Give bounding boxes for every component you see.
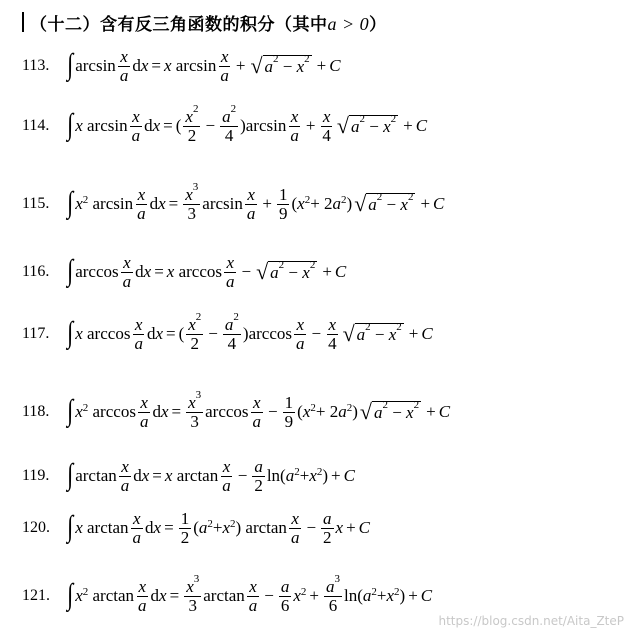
section-header bbox=[22, 11, 387, 33]
formula-113: ∫ arcsin $\frac{x}{a}$ d x = x arcsin $\frac{x}{a}$ + √ $a^2 - x^2$ + C bbox=[67, 47, 341, 85]
formula-115: ∫ x $^2$ arcsin $\frac{x}{a}$ d x = $\frac{x^3}{3}$ arcsin $\frac{x}{a}$ + $\frac{1}{9}$ ( x $^2$ + 2 a $^2$ ) √ $a^2 - x^2$ + C bbox=[67, 181, 445, 223]
formula-number: 120. bbox=[22, 519, 50, 537]
formula-number: 113. bbox=[22, 57, 50, 75]
formula-119: ∫ arctan $\frac{x}{a}$ d x = x arctan $\frac{x}{a}$ − $\frac{a}{2}$ ln( a $^2$ + x $^2$ ) + C bbox=[67, 457, 355, 495]
formula-116: ∫ arccos $\frac{x}{a}$ d x = x arccos $\frac{x}{a}$ − √ $a^2 - x^2$ + C bbox=[67, 253, 347, 291]
formula-114: ∫ x arcsin $\frac{x}{a}$ d x = ( $\frac{x^2}{2}$ − $\frac{a^2}{4}$ ) arcsin $\frac{x}{a}$ + $\frac{x}{4}$ √ $a^2 - x^2$ + C bbox=[67, 103, 428, 145]
formula-121: ∫ x $^2$ arctan $\frac{x}{a}$ d x = $\frac{x^3}{3}$ arctan $\frac{x}{a}$ − $\frac{a}{6}$ x $^2$ + $\frac{a^3}{6}$ ln( a $^2$ + x $^2$ ) + C bbox=[67, 573, 433, 615]
section-title-text: （十二）含有反三角函数的积分（其中 bbox=[30, 14, 328, 35]
formula-number: 121. bbox=[22, 587, 50, 605]
formula-row-118 bbox=[22, 389, 451, 431]
formula-number: 115. bbox=[22, 195, 50, 213]
formula-row-121 bbox=[22, 573, 433, 615]
formula-number: 117. bbox=[22, 325, 50, 343]
formula-row-117 bbox=[22, 311, 433, 353]
formula-120: ∫ x arctan $\frac{x}{a}$ d x = $\frac{1}{2}$ ( a $^2$ + x $^2$ ) arctan $\frac{x}{a}$ − $\frac{a}{2}$ x + C bbox=[67, 509, 371, 547]
formula-118: ∫ x $^2$ arccos $\frac{x}{a}$ d x = $\frac{x^3}{3}$ arccos $\frac{x}{a}$ − $\frac{1}{9}$ ( x $^2$ + 2 a $^2$ ) √ $a^2 - x^2$ + C bbox=[67, 389, 451, 431]
formula-row-114 bbox=[22, 103, 428, 145]
formula-number: 118. bbox=[22, 403, 50, 421]
formula-row-113 bbox=[22, 48, 341, 85]
formula-number: 119. bbox=[22, 467, 50, 485]
header-bar bbox=[22, 12, 24, 32]
watermark: https://blog.csdn.net/Aita_ZteP bbox=[438, 614, 624, 628]
formula-number: 116. bbox=[22, 263, 50, 281]
section-condition: a > 0 bbox=[327, 13, 370, 34]
formula-number: 114. bbox=[22, 117, 50, 135]
formula-row-120 bbox=[22, 510, 370, 547]
section-title-close: ） bbox=[369, 14, 387, 35]
formula-row-116 bbox=[22, 254, 346, 291]
formula-row-115 bbox=[22, 181, 445, 223]
section-title bbox=[30, 10, 387, 35]
formula-117: ∫ x arccos $\frac{x}{a}$ d x = ( $\frac{x^2}{2}$ − $\frac{a^2}{4}$ ) arccos $\frac{x}{a}$ − $\frac{x}{4}$ √ $a^2 - x^2$ + C bbox=[67, 311, 433, 353]
formula-row-119 bbox=[22, 458, 355, 495]
